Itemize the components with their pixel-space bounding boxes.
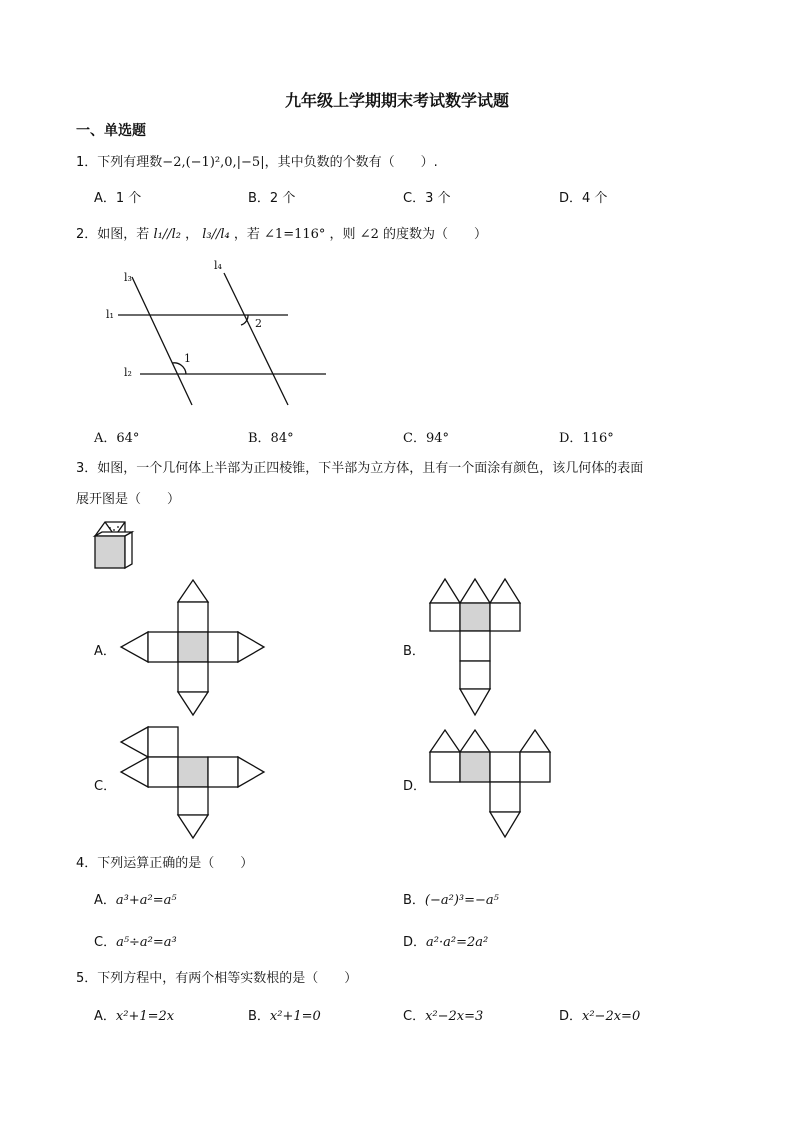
cube-side bbox=[125, 532, 132, 568]
math-expression: a³+a²=a⁵ bbox=[115, 893, 177, 908]
option-label: A． bbox=[94, 893, 116, 908]
math-expression: l₃//l₄ bbox=[202, 227, 230, 242]
label-l2: l₂ bbox=[124, 366, 132, 379]
question-text: ，则 bbox=[329, 227, 356, 242]
section-heading: 一、单选题 bbox=[76, 123, 146, 139]
option-c[interactable] bbox=[403, 1005, 483, 1024]
question-text: ，其中负数的个数有（ ）. bbox=[264, 155, 438, 170]
option-a[interactable] bbox=[94, 1005, 174, 1024]
solid-figure bbox=[90, 518, 140, 574]
question-3-line2: 展开图是（ ） bbox=[76, 492, 181, 507]
option-d[interactable]: D．4 个 bbox=[559, 191, 608, 206]
page-title: 九年级上学期期末考试数学试题 bbox=[284, 91, 509, 110]
option-label: B． bbox=[403, 893, 425, 908]
option-c[interactable]: C．3 个 bbox=[403, 191, 451, 206]
question-5 bbox=[76, 967, 357, 986]
question-number: 5． bbox=[76, 971, 98, 986]
question-text: 的度数为（ ） bbox=[383, 227, 488, 242]
option-b[interactable]: B． bbox=[403, 644, 425, 659]
option-b[interactable] bbox=[403, 889, 499, 908]
math-expression: x²−2x=3 bbox=[425, 1009, 484, 1024]
option-d[interactable] bbox=[403, 931, 488, 950]
question-number: 2． bbox=[76, 227, 98, 242]
option-label: C． bbox=[403, 1009, 426, 1024]
label-angle-1: 1 bbox=[184, 352, 191, 365]
math-expression: x²+1=0 bbox=[269, 1009, 321, 1024]
question-text: 下列有理数 bbox=[97, 155, 163, 170]
option-label: D． bbox=[559, 1009, 583, 1024]
label-l3: l₃ bbox=[124, 271, 132, 284]
option-label: B． bbox=[248, 1009, 270, 1024]
option-d[interactable] bbox=[559, 1005, 640, 1024]
question-text: ，若 bbox=[233, 227, 260, 242]
question-text: 下列运算正确的是（ ） bbox=[97, 856, 254, 871]
math-expression: a⁵÷a²=a³ bbox=[116, 935, 177, 950]
question-4 bbox=[76, 852, 253, 871]
net-b bbox=[428, 577, 523, 719]
label-l1: l₁ bbox=[106, 308, 114, 321]
parallel-lines-figure bbox=[100, 255, 340, 415]
option-label: C． bbox=[94, 935, 117, 950]
math-expression: ∠2 bbox=[359, 227, 379, 242]
option-d[interactable]: D．116° bbox=[559, 431, 614, 446]
math-expression: ∠1=116° bbox=[264, 227, 326, 242]
option-label: A． bbox=[94, 1009, 116, 1024]
question-number: 3． bbox=[76, 461, 98, 476]
option-b[interactable]: B．2 个 bbox=[248, 191, 296, 206]
question-2 bbox=[76, 223, 487, 242]
question-number: 4． bbox=[76, 856, 98, 871]
option-a[interactable] bbox=[94, 889, 177, 908]
question-text: 下列方程中，有两个相等实数根的是（ ） bbox=[97, 971, 358, 986]
line-l4 bbox=[224, 273, 288, 405]
question-text: 如图，一个几何体上半部为正四棱锥，下半部为立方体，且有一个面涂有颜色，该几何体的表面 bbox=[97, 461, 644, 476]
option-c[interactable]: C． bbox=[94, 779, 117, 794]
shaded-face bbox=[95, 536, 125, 568]
option-a[interactable]: A． bbox=[94, 644, 116, 659]
math-expression: l₁//l₂ bbox=[153, 227, 181, 242]
math-expression: x²+1=2x bbox=[115, 1009, 175, 1024]
option-b[interactable]: B．84° bbox=[248, 431, 294, 446]
option-label: D． bbox=[403, 935, 427, 950]
option-a[interactable]: A．64° bbox=[94, 431, 140, 446]
question-1 bbox=[76, 151, 438, 170]
net-c bbox=[118, 722, 268, 840]
option-a[interactable]: A．1 个 bbox=[94, 191, 142, 206]
math-expression: (−a²)³=−a⁵ bbox=[424, 893, 499, 908]
question-number: 1． bbox=[76, 155, 98, 170]
option-b[interactable] bbox=[248, 1005, 321, 1024]
math-expression: a²·a²=2a² bbox=[426, 935, 489, 950]
net-a bbox=[118, 577, 268, 719]
option-d[interactable]: D． bbox=[403, 779, 427, 794]
net-d bbox=[428, 727, 556, 842]
question-text: ， bbox=[185, 227, 199, 242]
question-3 bbox=[76, 457, 643, 476]
option-c[interactable]: C．94° bbox=[403, 431, 449, 446]
math-expression: −2,(−1)²,0,|−5| bbox=[162, 155, 265, 170]
label-l4: l₄ bbox=[214, 259, 222, 272]
line-l3 bbox=[132, 277, 192, 405]
label-angle-2: 2 bbox=[255, 317, 262, 330]
option-c[interactable] bbox=[94, 931, 177, 950]
question-text: 如图，若 bbox=[97, 227, 150, 242]
math-expression: x²−2x=0 bbox=[582, 1009, 641, 1024]
